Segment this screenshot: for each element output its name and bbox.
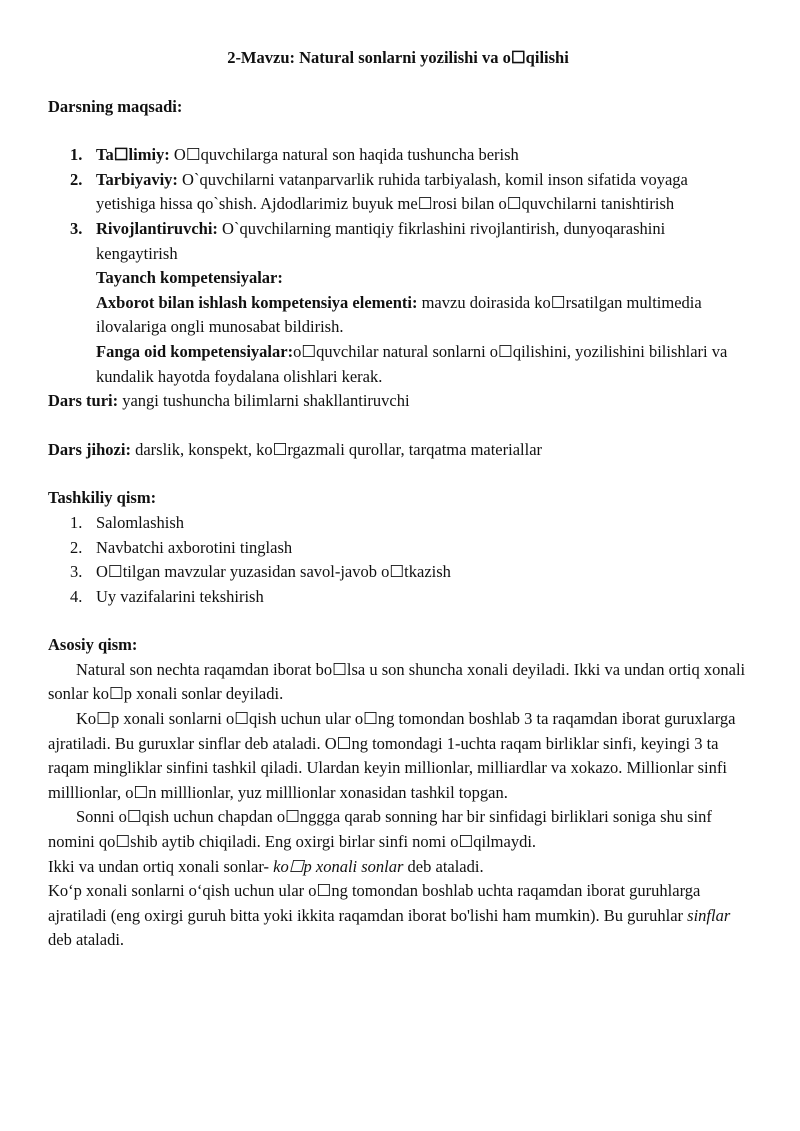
goal-item	[48, 168, 748, 217]
competence-label: Fanga oid kompetensiyalar:	[96, 341, 294, 361]
org-list	[48, 511, 748, 609]
goal-item	[48, 143, 748, 168]
competence-text: mavzu doirasida ko☐rsatilgan multimedia ilovalariga ongli munosabat bildirish.	[96, 292, 702, 337]
emphasis-term: ko☐p xonali sonlar	[273, 856, 404, 876]
goal-number: 3.	[70, 218, 83, 238]
org-item	[48, 511, 748, 536]
goal-number: 1.	[70, 145, 83, 165]
document-page	[48, 46, 748, 953]
org-text: Salomlashish	[96, 512, 185, 532]
spacer	[48, 119, 748, 143]
paragraph: Ko☐p xonali sonlarni o☐qish uchun ular o☐ng tomondan boshlab 3 ta raqamdan iborat guruxlarga ajratiladi. Bu guruxlar sinflar deb ataladi. O☐ng tomondagi 1-uchta raqam birliklar sinfi, keyingi 3 ta raqam mingliklar sinfini tashkil qiladi. Ulardan keyin millionlar, milliardlar va xokazo. Millionlar sinfi milllionlar, o☐n milllionlar, yuz milllionlar xonasidan tashkil topgan.	[48, 709, 736, 802]
paragraph	[48, 879, 748, 953]
paragraph-text: Koʻp xonali sonlarni oʻqish uchun ular o☐ng tomondan boshlab uchta raqamdan iborat guruhlarga ajratiladi (eng oxirgi guruh bitta yoki ikkita raqamdan iborat bo'lishi ham mumkin). Bu guruhlar	[48, 881, 701, 925]
org-item	[48, 536, 748, 561]
competence-block	[48, 266, 748, 389]
goal-heading: Darsning maqsadi:	[48, 96, 183, 116]
goals-list	[48, 143, 748, 266]
equipment-label: Dars jihozi:	[48, 439, 131, 459]
competence-text: o☐quvchilar natural sonlarni o☐qilishini, yozilishini bilishlari va kundalik hayotda foydalana olishlari kerak.	[96, 341, 728, 386]
org-number: 3.	[70, 562, 83, 582]
goal-text: O`quvchilarning mantiqiy fikrlashini rivojlantirish, dunyoqarashini kengaytirish	[96, 218, 666, 263]
org-text: Uy vazifalarini tekshirish	[96, 586, 264, 606]
paragraph: Natural son nechta raqamdan iborat bo☐lsa u son shuncha xonali deyiladi. Ikki va undan ortiq xonali sonlar ko☐p xonali sonlar deyiladi.	[48, 659, 746, 704]
spacer	[48, 414, 748, 438]
competence-item	[96, 340, 748, 389]
lesson-type-label: Dars turi:	[48, 391, 119, 411]
org-heading: Tashkiliy qism:	[48, 488, 157, 508]
org-number: 1.	[70, 512, 83, 532]
competence-label: Axborot bilan ishlash kompetensiya elementi:	[96, 292, 418, 312]
org-text: Navbatchi axborotini tinglash	[96, 537, 293, 557]
goal-label: Rivojlantiruvchi:	[96, 218, 218, 238]
main-heading: Asosiy qism:	[48, 635, 138, 655]
equipment-text: darslik, konspekt, ko☐rgazmali qurollar, tarqatma materiallar	[130, 439, 543, 459]
org-text: O☐tilgan mavzular yuzasidan savol-javob o☐tkazish	[96, 562, 451, 582]
competence-heading: Tayanch kompetensiyalar:	[96, 268, 283, 288]
equipment	[48, 438, 748, 463]
page-title: 2-Mavzu: Natural sonlarni yozilishi va o☐qilishi	[227, 48, 569, 67]
spacer	[48, 609, 748, 633]
org-item	[48, 585, 748, 610]
paragraph-text: deb ataladi.	[48, 930, 125, 950]
goal-text: O☐quvchilarga natural son haqida tushuncha berish	[169, 145, 519, 165]
goal-label: Ta☐limiy:	[96, 145, 170, 165]
spacer	[48, 462, 748, 486]
lesson-type-text: yangi tushuncha bilimlarni shakllantiruvchi	[118, 391, 410, 411]
org-item	[48, 560, 748, 585]
goal-text: O`quvchilarni vatanparvarlik ruhida tarbiyalash, komil inson sifatida voyaga yetishiga hissa qo`shish. Ajdodlarimiz buyuk me☐rosi bilan o☐quvchilarni tanishtirish	[96, 169, 688, 214]
paragraph	[48, 855, 748, 880]
emphasis-term: sinflar	[687, 905, 731, 925]
paragraph-text: Ikki va undan ortiq xonali sonlar-	[48, 856, 274, 876]
competence-item	[96, 291, 748, 340]
lesson-type	[48, 389, 748, 414]
paragraph-text: deb ataladi.	[403, 856, 484, 876]
goal-item	[48, 217, 748, 266]
org-number: 4.	[70, 586, 83, 606]
goal-label: Tarbiyaviy:	[96, 169, 178, 189]
goal-number: 2.	[70, 169, 83, 189]
paragraph: Sonni o☐qish uchun chapdan o☐nggga qarab sonning har bir sinfidagi birliklari soniga shu sinf nomini qo☐shib aytib chiqiladi. Eng oxirgi birlar sinfi nomi o☐qilmaydi.	[48, 807, 712, 852]
org-number: 2.	[70, 537, 83, 557]
